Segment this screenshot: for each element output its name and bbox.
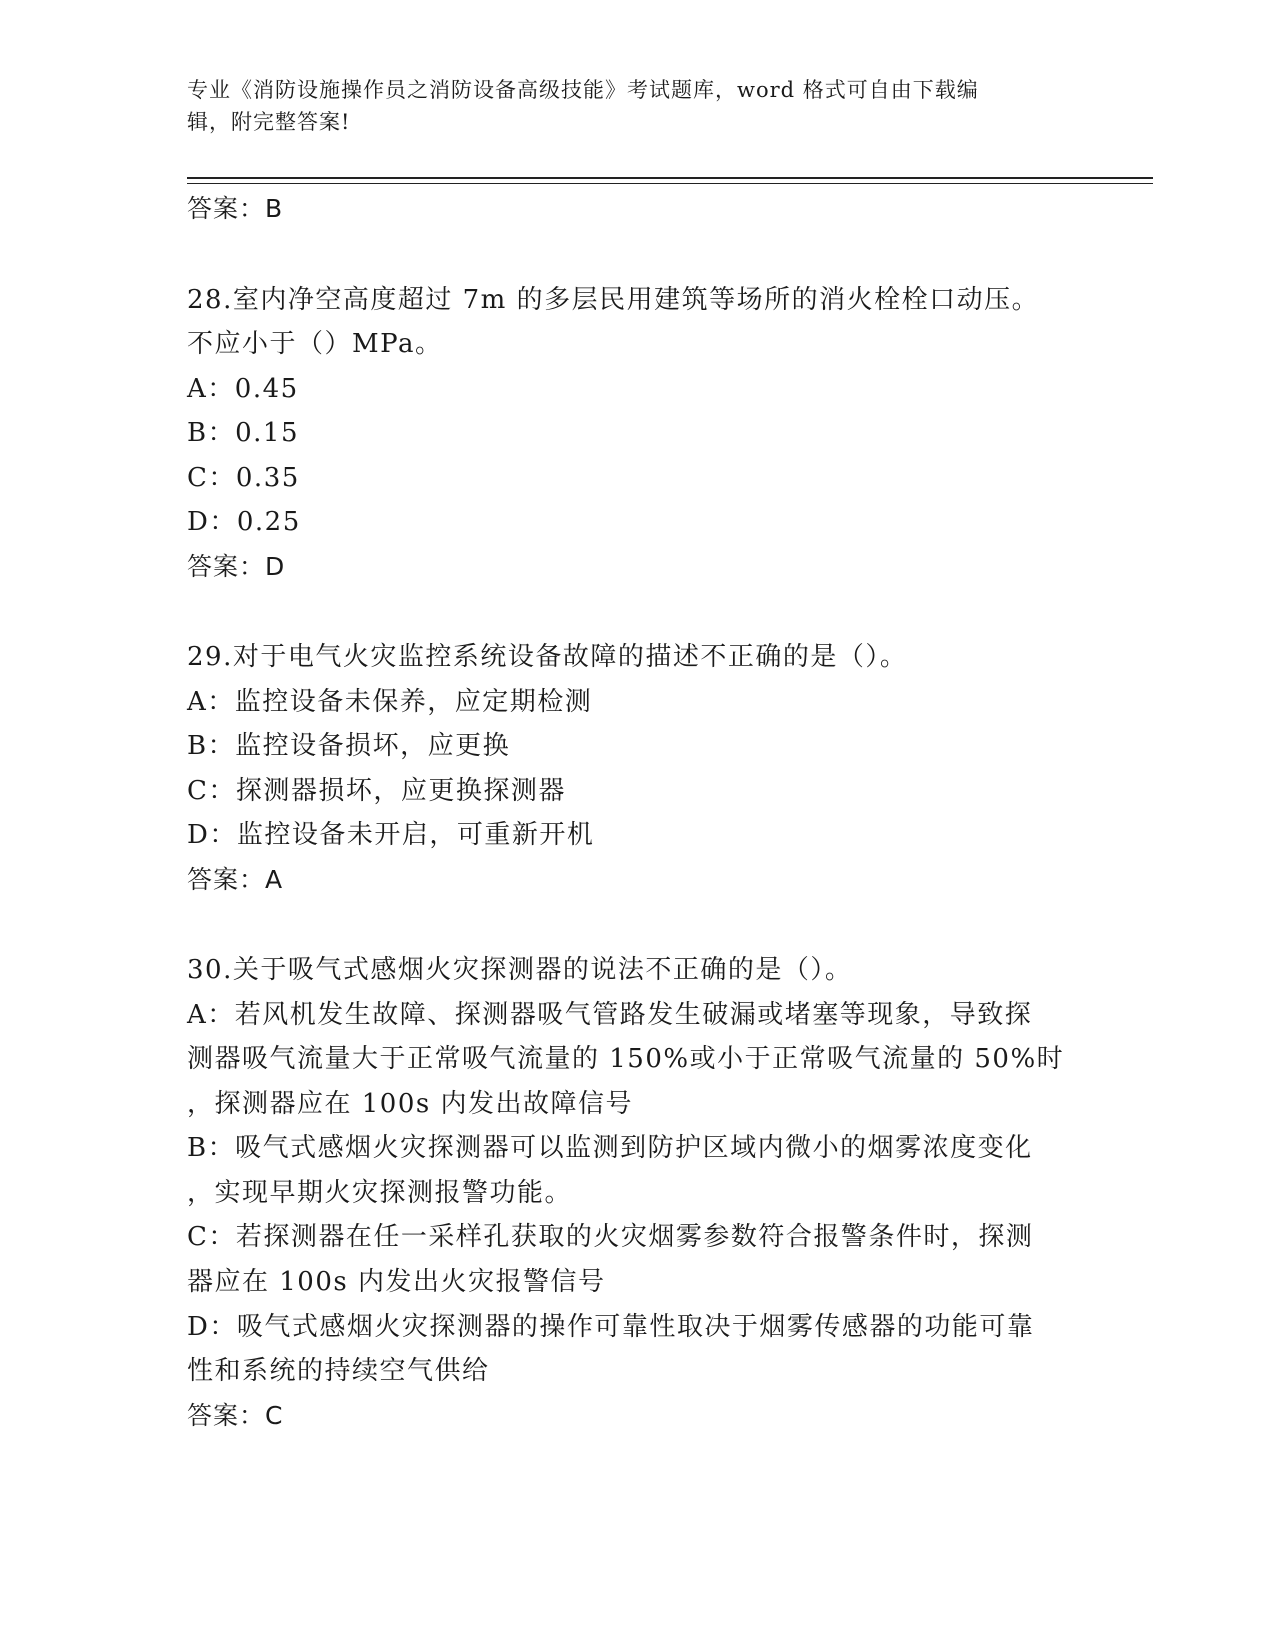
q29-option-c: C：探测器损坏，应更换探测器 (187, 776, 566, 806)
document-header (187, 74, 1067, 138)
header-line-1: 专业《消防设施操作员之消防设备高级技能》考试题库，word 格式可自由下载编 (187, 78, 979, 102)
q28-stem-line-2: 不应小于（）MPa。 (187, 329, 443, 359)
q30-option-d-line-2: 性和系统的持续空气供给 (187, 1356, 490, 1386)
q30-stem-line-1: 30.关于吸气式感烟火灾探测器的说法不正确的是（）。 (187, 955, 853, 985)
q30-option-a-line-3: ，探测器应在 100s 内发出故障信号 (187, 1089, 633, 1119)
q30-answer: 答案：C (187, 1401, 284, 1430)
header-divider-thin (187, 183, 1153, 184)
q28-answer: 答案：D (187, 552, 286, 581)
q29-option-b: B：监控设备损坏，应更换 (187, 731, 511, 761)
q30-option-c-line-1: C：若探测器在任一采样孔获取的火灾烟雾参数符合报警条件时，探测 (187, 1222, 1034, 1252)
header-divider-thick (187, 177, 1153, 179)
q30-option-a-line-2: 测器吸气流量大于正常吸气流量的 150%或小于正常吸气流量的 50%时 (187, 1044, 1065, 1074)
q30-option-a-line-1: A：若风机发生故障、探测器吸气管路发生破漏或堵塞等现象，导致探 (187, 1000, 1033, 1030)
q28-option-a: A：0.45 (187, 374, 299, 404)
q28-stem-line-1: 28.室内净空高度超过 7m 的多层民用建筑等场所的消火栓栓口动压。 (187, 285, 1040, 315)
q29-option-a: A：监控设备未保养，应定期检测 (187, 687, 593, 717)
q29-answer: 答案：A (187, 865, 284, 894)
q29-stem-line-1: 29.对于电气火灾监控系统设备故障的描述不正确的是（）。 (187, 642, 908, 672)
q30-option-c-line-2: 器应在 100s 内发出火灾报警信号 (187, 1267, 606, 1297)
q30-option-d-line-1: D：吸气式感烟火灾探测器的操作可靠性取决于烟雾传感器的功能可靠 (187, 1312, 1035, 1342)
q28-option-b: B：0.15 (187, 418, 299, 448)
answer-previous: 答案：B (187, 194, 284, 223)
q28-option-d: D：0.25 (187, 507, 301, 537)
q30-option-b-line-2: ，实现早期火灾探测报警功能。 (187, 1178, 573, 1208)
q28-option-c: C：0.35 (187, 463, 300, 493)
header-line-2: 辑，附完整答案! (187, 110, 351, 134)
q30-option-b-line-1: B：吸气式感烟火灾探测器可以监测到防护区域内微小的烟雾浓度变化 (187, 1133, 1033, 1163)
q29-option-d: D：监控设备未开启，可重新开机 (187, 820, 595, 850)
